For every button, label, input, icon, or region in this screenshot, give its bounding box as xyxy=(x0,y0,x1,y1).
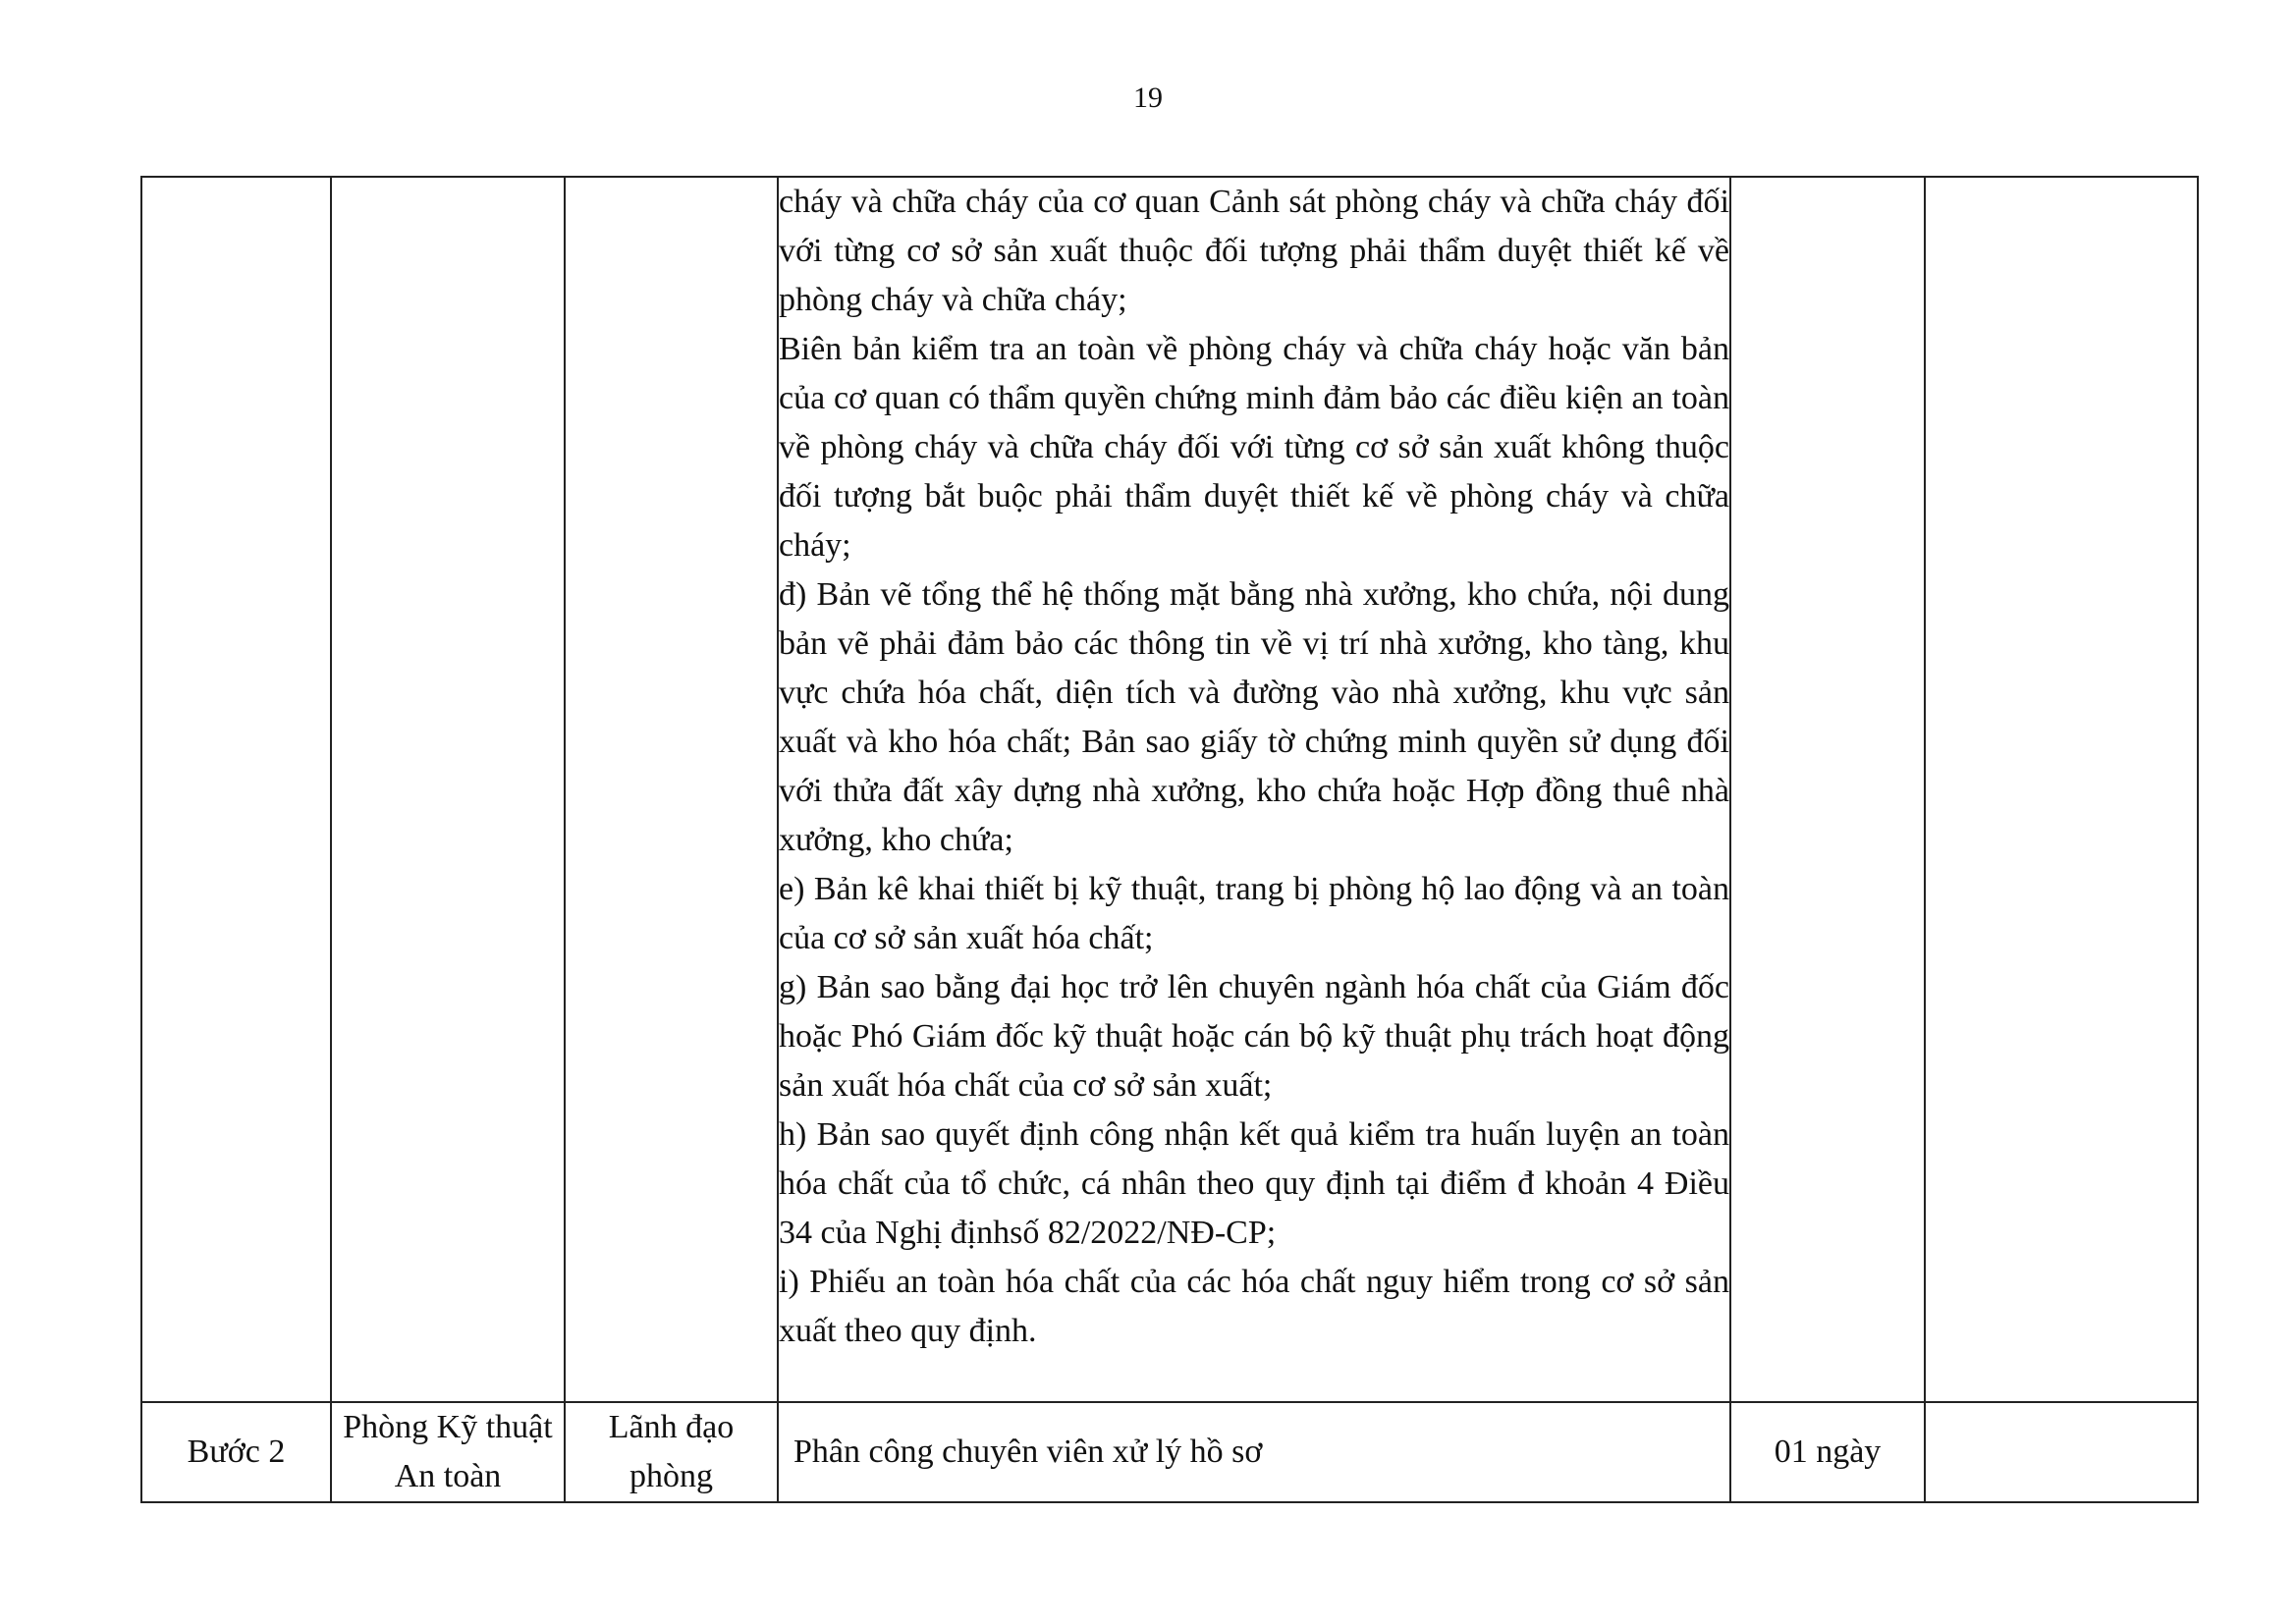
content-cell: Phân công chuyên viên xử lý hồ sơ xyxy=(778,1402,1730,1502)
time-cell: 01 ngày xyxy=(1730,1402,1925,1502)
content-paragraph: đ) Bản vẽ tổng thể hệ thống mặt bằng nhà xưởng, kho chứa, nội dung bản vẽ phải đảm bảo các thông tin về vị trí nhà xưởng, kho tàng, khu vực chứa hóa chất, diện tích và đường vào nhà xưởng, khu vực sản xuất và kho hóa chất; Bản sao giấy tờ chứng minh quyền sử dụng đối với thửa đất xây dựng nhà xưởng, kho chứa hoặc Hợp đồng thuê nhà xưởng, kho chứa; xyxy=(779,576,1729,858)
step-cell: Bước 2 xyxy=(141,1402,331,1502)
content-paragraph: cháy và chữa cháy của cơ quan Cảnh sát phòng cháy và chữa cháy đối với từng cơ sở sản xuất thuộc đối tượng phải thẩm duyệt thiết kế về phòng cháy và chữa cháy; xyxy=(779,184,1729,318)
unit-cell xyxy=(331,177,565,1402)
result-cell xyxy=(1925,177,2198,1402)
table-row xyxy=(141,177,2198,1402)
content-paragraph: h) Bản sao quyết định công nhận kết quả kiểm tra huấn luyện an toàn hóa chất của tổ chức, cá nhân theo quy định tại điểm đ khoản 4 Điều 34 của Nghị địnhsố 82/2022/NĐ-CP; xyxy=(779,1116,1729,1251)
content-paragraph: g) Bản sao bằng đại học trở lên chuyên ngành hóa chất của Giám đốc hoặc Phó Giám đốc kỹ thuật hoặc cán bộ kỹ thuật phụ trách hoạt động sản xuất hóa chất của cơ sở sản xuất; xyxy=(779,969,1729,1104)
unit-cell: Phòng Kỹ thuật An toàn xyxy=(331,1402,565,1502)
step-cell xyxy=(141,177,331,1402)
time-cell xyxy=(1730,177,1925,1402)
procedure-table xyxy=(140,176,2199,1503)
content-paragraph: Biên bản kiểm tra an toàn về phòng cháy và chữa cháy hoặc văn bản của cơ quan có thẩm quyền chứng minh đảm bảo các điều kiện an toàn về phòng cháy và chữa cháy đối với từng cơ sở sản xuất không thuộc đối tượng bắt buộc phải thẩm duyệt thiết kế về phòng cháy và chữa cháy; xyxy=(779,331,1729,564)
person-cell xyxy=(565,177,778,1402)
content-paragraph: i) Phiếu an toàn hóa chất của các hóa chất nguy hiểm trong cơ sở sản xuất theo quy định. xyxy=(779,1264,1729,1349)
table-row xyxy=(141,1402,2198,1502)
content-cell xyxy=(778,177,1730,1402)
content-paragraph: e) Bản kê khai thiết bị kỹ thuật, trang bị phòng hộ lao động và an toàn của cơ sở sản xuất hóa chất; xyxy=(779,871,1729,956)
page-number: 19 xyxy=(1133,81,1163,114)
person-cell: Lãnh đạo phòng xyxy=(565,1402,778,1502)
result-cell xyxy=(1925,1402,2198,1502)
